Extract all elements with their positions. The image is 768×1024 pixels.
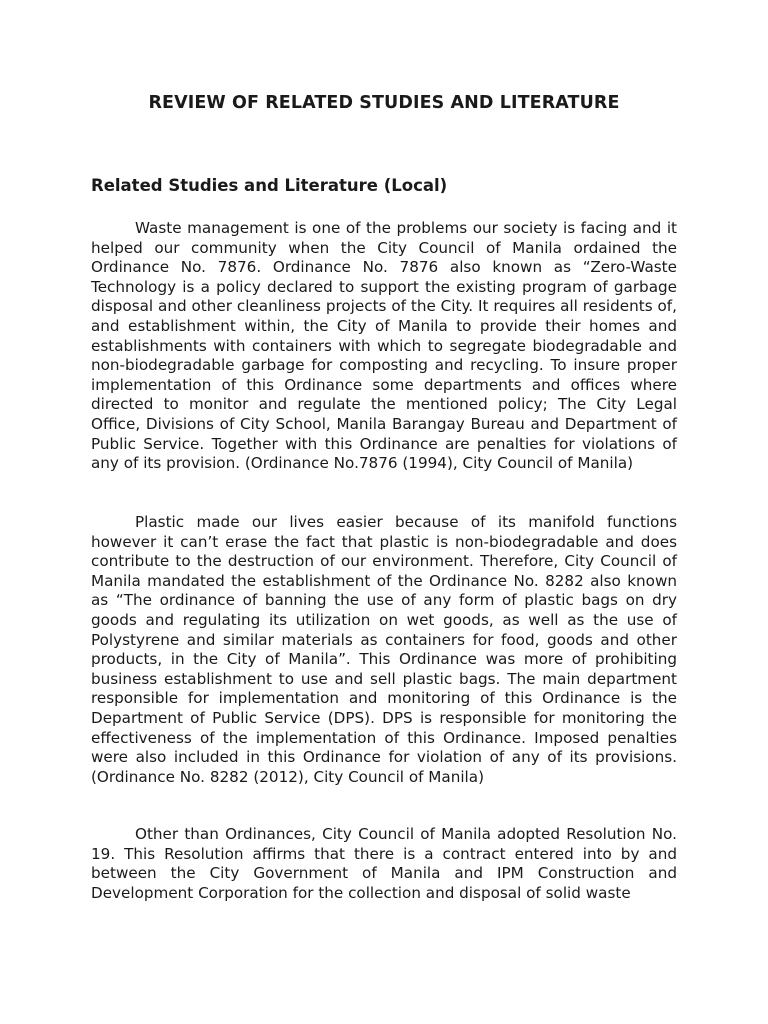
paragraph-ordinance-8282: Plastic made our lives easier because of its manifold functions however it can’t erase the fact that plastic is non-biodegradable and does contribute to the destruction of our environment. Therefore, City Council of Manila mandated the establishment of the Ordinance No. 8282 also known as “The ordinance of banning the use of any form of plastic bags on dry goods and regulating its utilization on wet goods, as well as the use of Polystyrene and similar materials as containers for food, goods and other products, in the City of Manila”. This Ordinance was more of prohibiting business establishment to use and sell plastic bags. The main department responsible for implementation and monitoring of this Ordinance is the Department of Public Service (DPS). DPS is responsible for monitoring the effectiveness of the implementation of this Ordinance. Imposed penalties were also included in this Ordinance for violation of any of its provisions. (Ordinance No. 8282 (2012), City Council of Manila) bbox=[91, 513, 677, 786]
paragraph-resolution-19: Other than Ordinances, City Council of Manila adopted Resolution No. 19. This Resolution affirms that there is a contract entered into by and between the City Government of Manila and IPM Construction and Development Corporation for the collection and disposal of solid waste bbox=[91, 825, 677, 902]
paragraph-ordinance-7876: Waste management is one of the problems our society is facing and it helped our community when the City Council of Manila ordained the Ordinance No. 7876. Ordinance No. 7876 also known as “Zero-Waste Technology is a policy declared to support the existing program of garbage disposal and other cleanliness projects of the City. It requires all residents of, and establishment within, the City of Manila to provide their homes and establishments with containers with which to segregate biodegradable and non-biodegradable garbage for composting and recycling. To insure proper implementation of this Ordinance some departments and offices where directed to monitor and regulate the mentioned policy; The City Legal Office, Divisions of City School, Manila Barangay Bureau and Department of Public Service. Together with this Ordinance are penalties for violations of any of its provision. (Ordinance No.7876 (1994), City Council of Manila) bbox=[91, 219, 677, 473]
page-title: REVIEW OF RELATED STUDIES AND LITERATURE bbox=[148, 93, 620, 113]
section-heading: Related Studies and Literature (Local) bbox=[91, 176, 448, 195]
